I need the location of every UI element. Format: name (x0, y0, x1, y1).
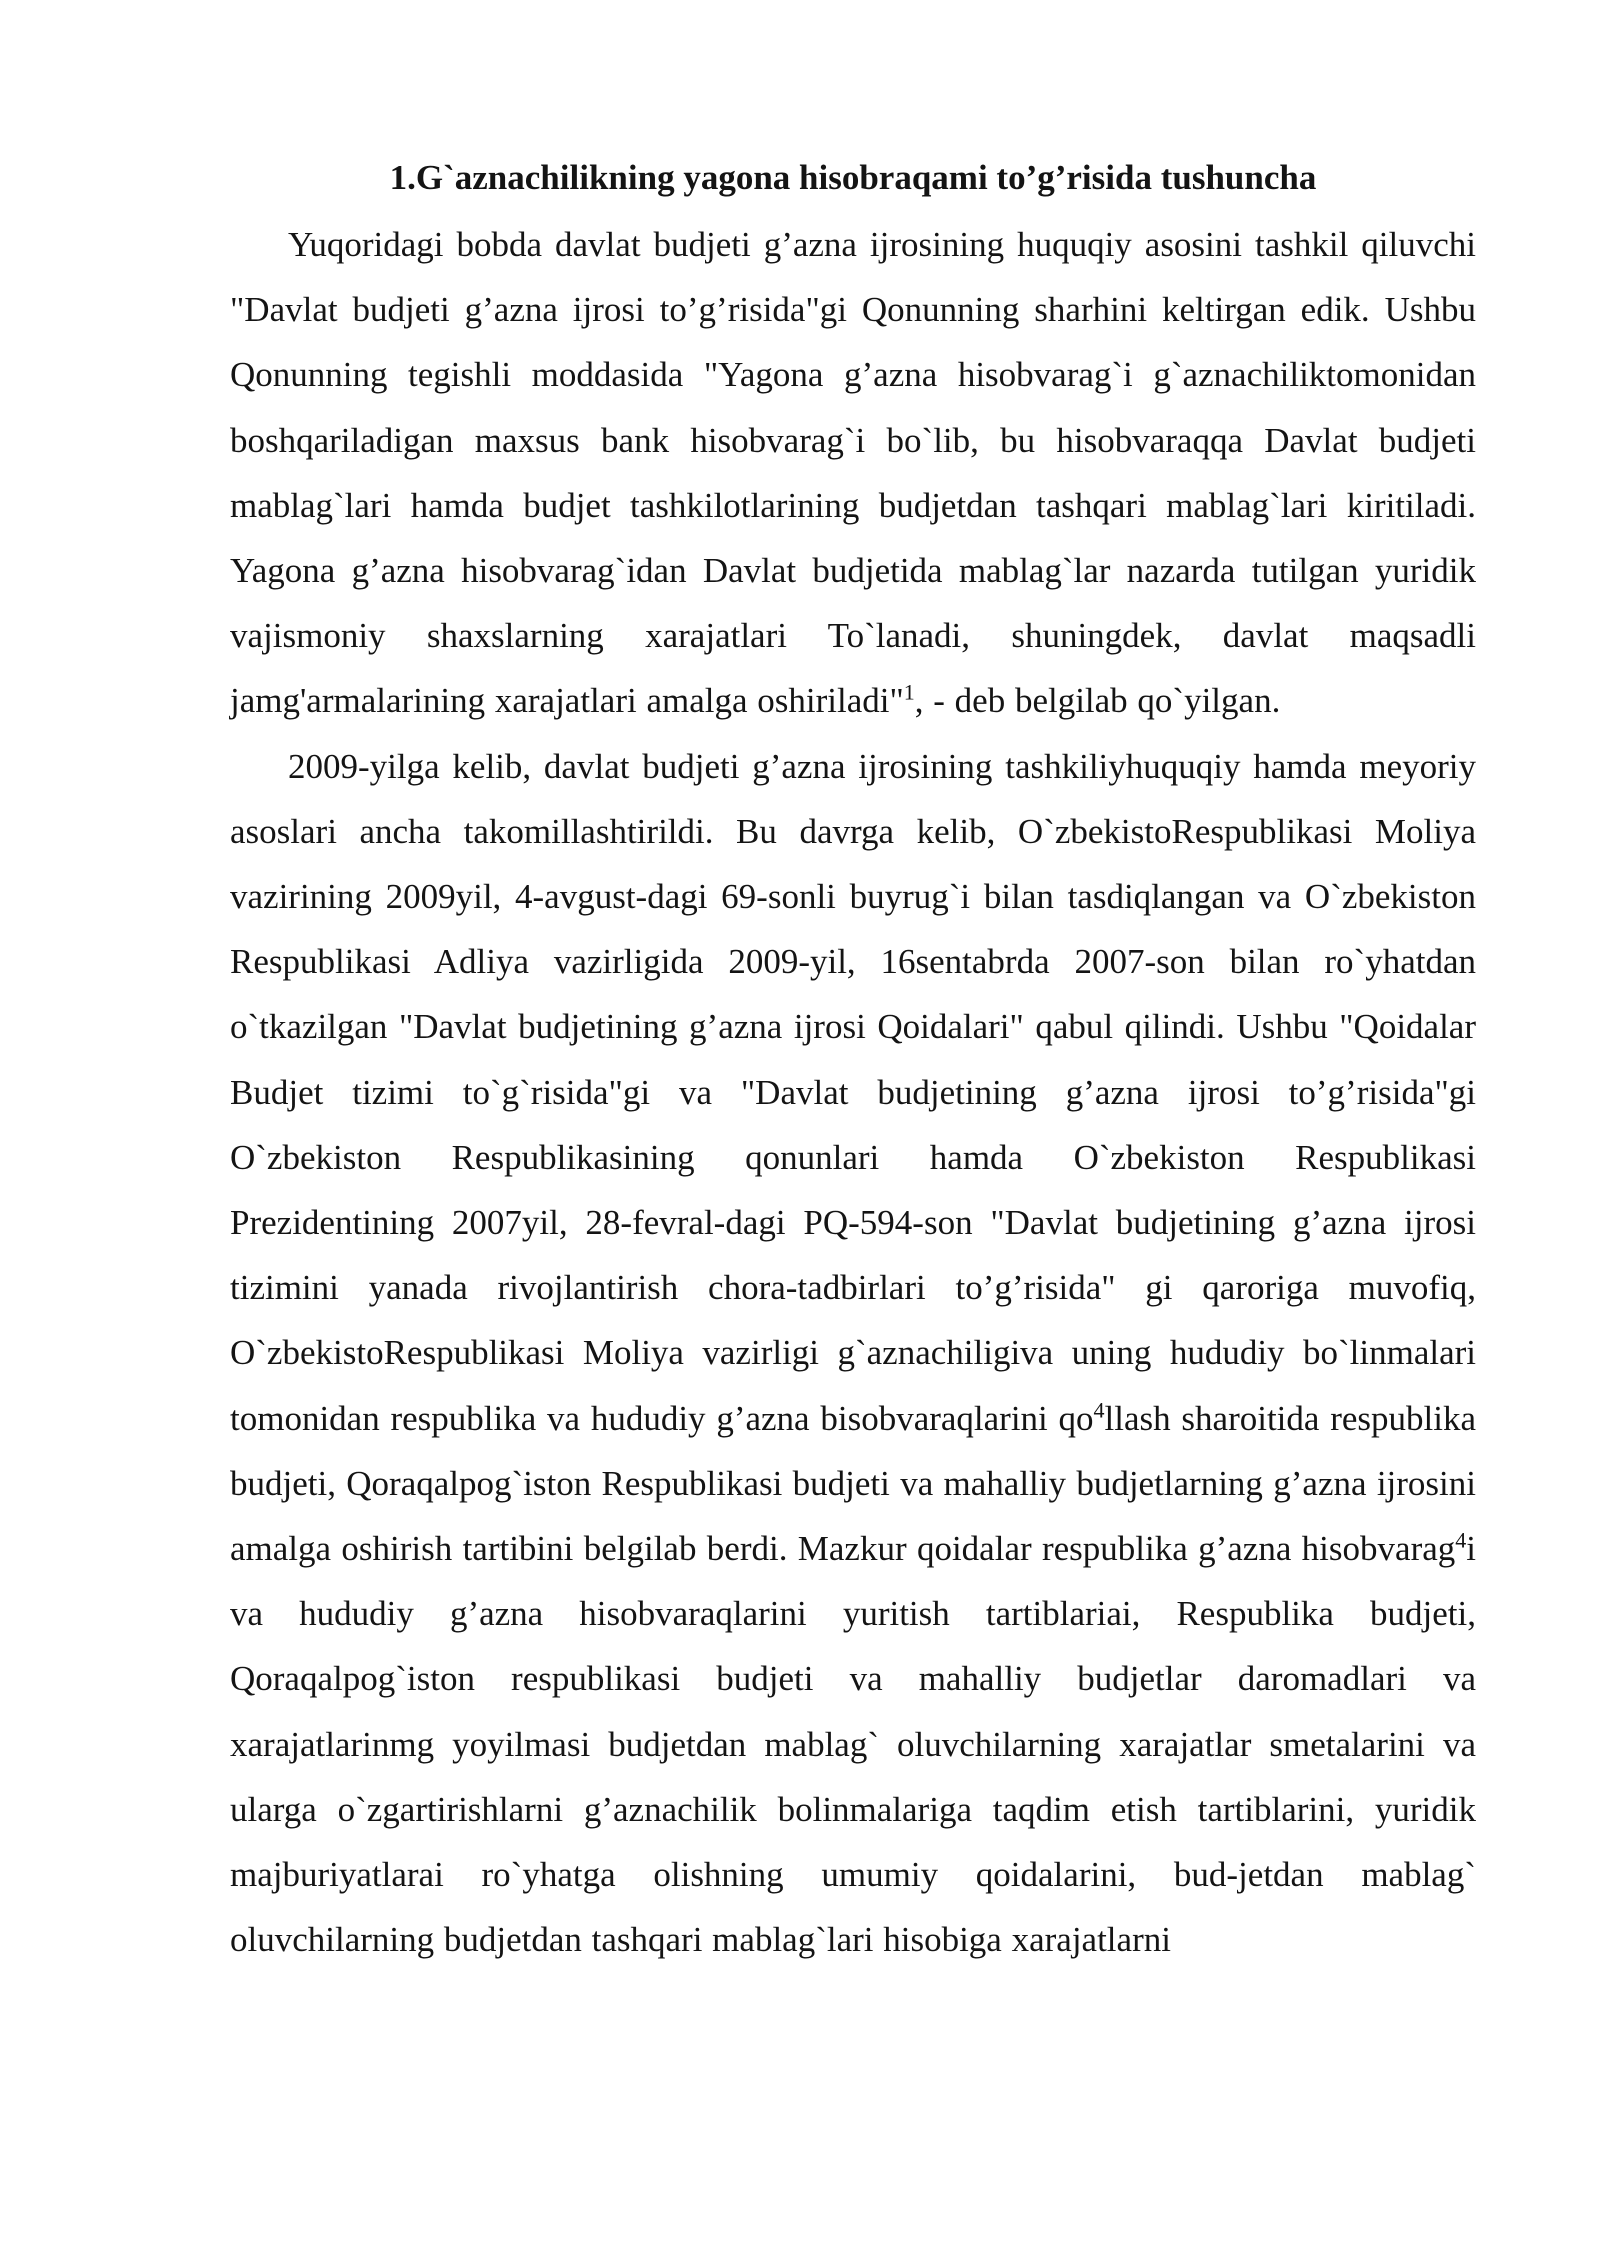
paragraph-2-part-1: 2009-yilga kelib, davlat budjeti g’azna ijrosining tashkiliyhuquqiy hamda meyoriy asoslari ancha takomillashtirildi. Bu davrga kelib, O`zbekistoRespublikasi Moliya vazirining 2009yil, 4-avgust-dagi 69-sonli buyrug`i bilan tasdiqlangan va O`zbekiston Respublikasi Adliya vazirligida 2009-yil, 16sentabrda 2007-son bilan ro`yhatdan o`tkazilgan "Davlat budjetining g’azna ijrosi Qoidalari" qabul qilindi. Ushbu "Qoidalar Budjet tizimi to`g`risida"gi va "Davlat budjetining g’azna ijrosi to’g’risida"gi O`zbekiston Respublikasining qonunlari hamda O`zbekiston Respublikasi Prezidentining 2007yil, 28-fevral-dagi PQ-594-son "Davlat budjetining g’azna ijrosi tizimini yanada rivojlantirish chora-tadbirlari to’g’risida" gi qaroriga muvofiq, O`zbekistoRespublikasi Moliya vazirligi g`aznachiligiva uning hududiy bo`linmalari tomonidan respublika va hududiy g’azna bisobvaraqlarini qo (230, 746, 1476, 1438)
paragraph-1-text: Yuqoridagi bobda davlat budjeti g’azna ijrosining huquqiy asosini tashkil qiluvchi "Davlat budjeti g’azna ijrosi to’g’risida"gi Qonunning sharhini keltirgan edik. Ushbu Qonunning tegishli moddasida "Yagona g’azna hisobvarag`i g`aznachiliktomonidan boshqariladigan maxsus bank hisobvarag`i bo`lib, bu hisobvaraqqa Davlat budjeti mablag`lari hamda budjet tashkilotlarining budjetdan tashqari mablag`lari kiritiladi. Yagona g’azna hisobvarag`idan Davlat budjetida mablag`lar nazarda tutilgan yuridik vajismoniy shaxslarning xarajatlari To`lanadi, shuningdek, davlat maqsadli jamg'armalarining xarajatlari amalga oshiriladi" (230, 225, 1476, 721)
section-title: 1.G`aznachilikning yagona hisobraqami to’g’risida tushuncha (389, 158, 1317, 197)
paragraph-2-part-3: i va hududiy g’azna hisobvaraqlarini yuritish tartiblariai, Respublika budjeti, Qoraqalpog`iston respublikasi budjeti va mahalliy budjetlar daromadlari va xarajatlarinmg yoyilmasi budjetdan mablag` oluvchilarning xarajatlar smetalarini va ularga o`zgartirishlarni g’aznachilik bolinmalariga taqdim etish tartiblarini, yuridik majburiyatlarai ro`yhatga olishning umumiy qoidalarini, bud-jetdan mablag` oluvchilarning budjetdan tashqari mablag`lari hisobiga xarajatlarni (230, 1529, 1476, 1960)
document-page (230, 148, 1476, 1972)
paragraph-1-tail: , - deb belgilab qo`yilgan. (914, 681, 1281, 721)
superscript-4-a: 4 (1093, 1397, 1105, 1422)
paragraph-2 (230, 734, 1476, 1973)
footnote-ref-1[interactable]: 1 (903, 679, 915, 705)
superscript-4-b: 4 (1455, 1527, 1467, 1553)
paragraph-2-part-2: llash sharoitida respublika budjeti, Qoraqalpog`iston Respublikasi budjeti va mahalliy budjetlarning g’azna ijrosini amalga oshirish tartibini belgilab berdi. Mazkur qoidalar respublika g’azna hisobvarag (230, 1398, 1476, 1569)
paragraph-1 (230, 212, 1476, 734)
